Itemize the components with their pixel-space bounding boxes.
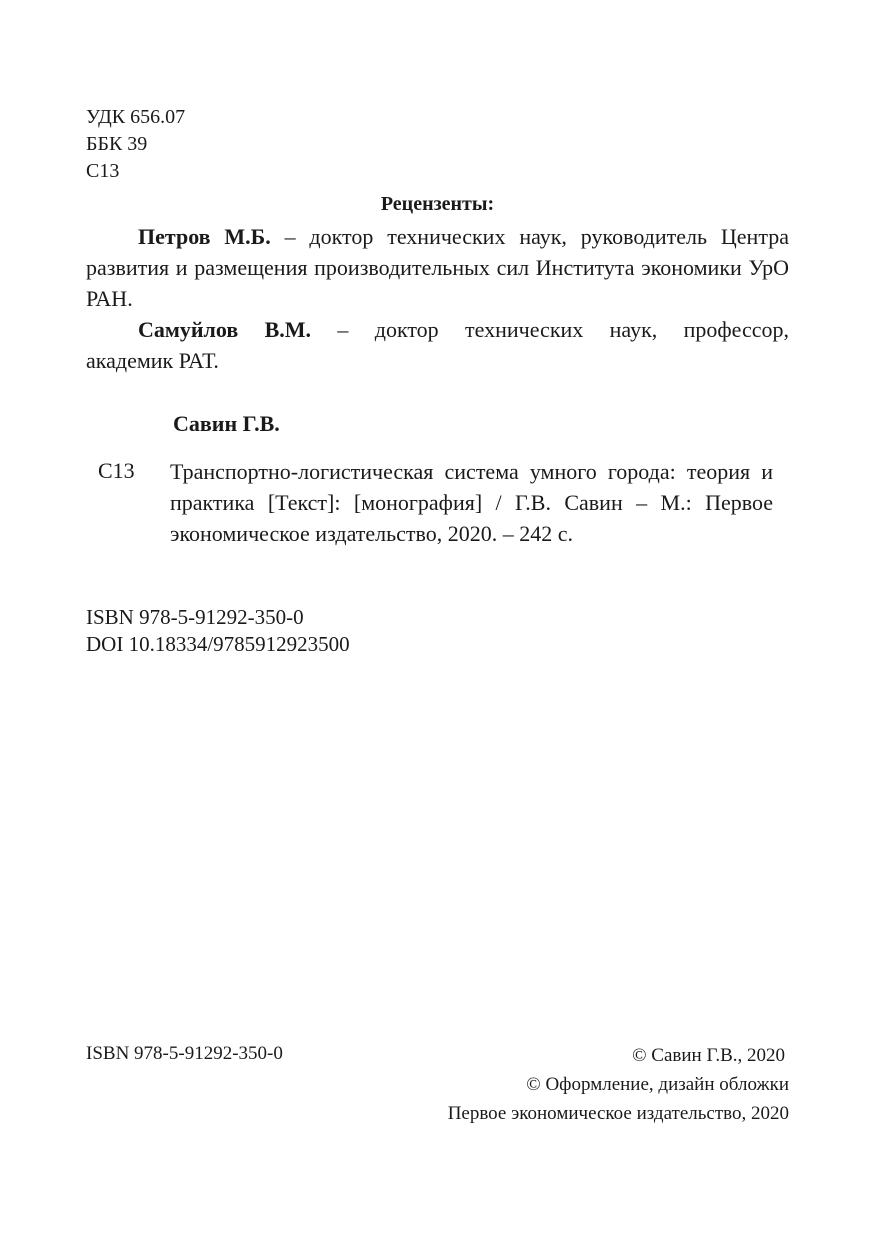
reviewer-1 (86, 221, 789, 314)
reviewer-2-description-cont: академик РАТ. (86, 348, 219, 373)
classification-codes (86, 104, 185, 185)
udk-code: УДК 656.07 (86, 106, 186, 128)
doi: DOI 10.18334/9785912923500 (86, 632, 350, 656)
bibliography-code: С13 (98, 458, 135, 483)
footer-isbn: ISBN 978-5-91292-350-0 (86, 1043, 283, 1064)
copyright-design: © Оформление, дизайн обложки (526, 1074, 789, 1095)
copyright-author: © Савин Г.В., 2020 (632, 1045, 785, 1066)
reviewer-1-name: Петров М.Б. (138, 224, 271, 249)
reviewer-2-line1 (86, 314, 789, 345)
reviewer-2-description: – доктор технических наук, профессор, (311, 317, 789, 342)
reviewers-heading: Рецензенты: (380, 193, 495, 215)
copyright-block (448, 1041, 789, 1128)
bbk-code: ББК 39 (86, 133, 148, 155)
author-name: Савин Г.В. (173, 411, 280, 436)
bibliography-entry: Транспортно-логистическая система умного города: теория и практика [Текст]: [монография] / Г.В. Савин – М.: Первое экономическое издательство, 2020. – 242 с. (170, 459, 773, 546)
identifiers (86, 604, 350, 658)
author-mark: С13 (86, 160, 120, 182)
reviewer-2-name: Самуйлов В.М. (138, 317, 312, 342)
reviewer-2 (86, 314, 789, 376)
isbn: ISBN 978-5-91292-350-0 (86, 605, 304, 629)
publisher: Первое экономическое издательство, 2020 (447, 1103, 789, 1124)
reviewer-1-description: – доктор технических наук, руководитель Центра развития и размещения производительных сил Института экономики УрО РАН. (86, 224, 789, 311)
